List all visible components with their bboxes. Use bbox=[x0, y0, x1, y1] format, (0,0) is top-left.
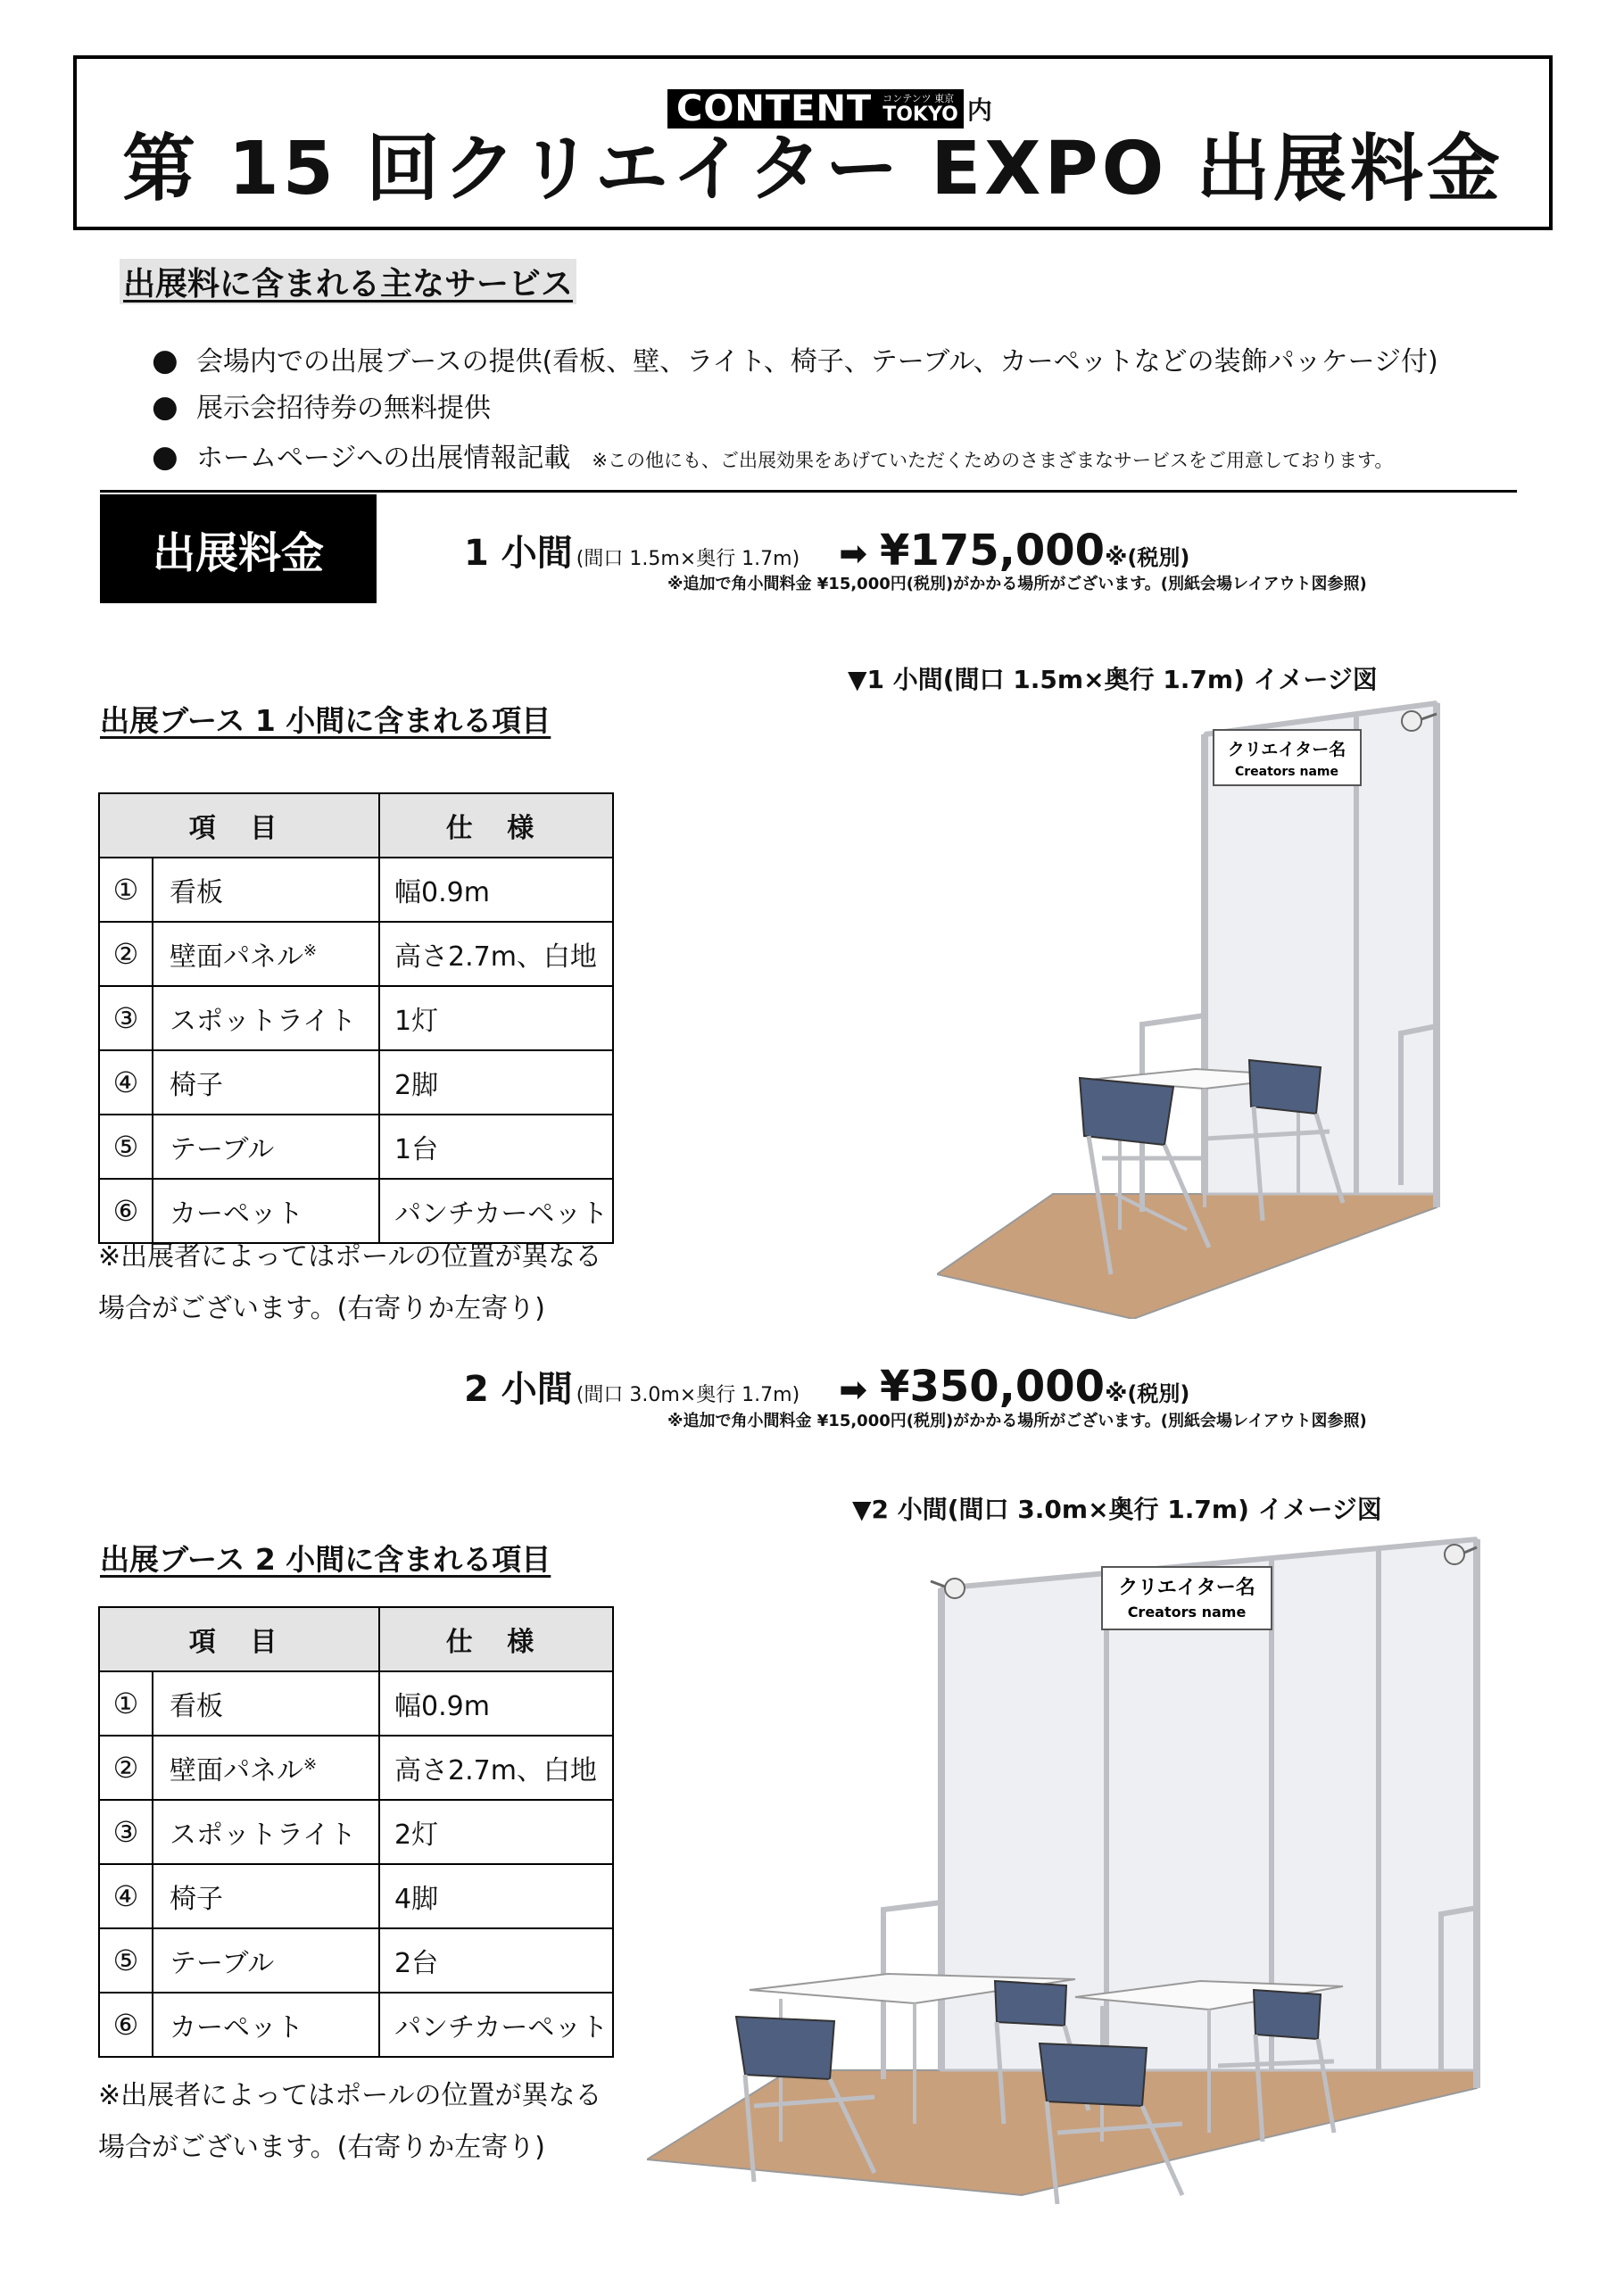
price-size: 2 小間 bbox=[464, 1369, 573, 1410]
sign-board bbox=[1102, 1567, 1272, 1629]
row-item: 椅子 bbox=[153, 1864, 379, 1928]
table-row bbox=[99, 1800, 613, 1864]
footnote-line: 場合がございます。(右寄りか左寄り) bbox=[98, 2132, 546, 2163]
table-header-row bbox=[99, 793, 613, 858]
page-title: 第 15 回クリエイター EXPO 出展料金 bbox=[122, 127, 1504, 211]
row-number: ② bbox=[99, 922, 153, 986]
spotlight-icon bbox=[931, 1579, 965, 1598]
row-number: ② bbox=[99, 1736, 153, 1800]
row-number: ① bbox=[99, 858, 153, 922]
column-header-spec: 仕 様 bbox=[379, 1607, 613, 1671]
row-spec: 1灯 bbox=[379, 986, 613, 1050]
row-item: 椅子 bbox=[153, 1050, 379, 1115]
row-item: カーペット bbox=[153, 1179, 379, 1243]
row-number: ⑤ bbox=[99, 1115, 153, 1179]
row-item-text: 壁面パネル bbox=[170, 941, 303, 973]
row-item-text: 壁面パネル bbox=[170, 1755, 303, 1786]
row-spec: 2台 bbox=[379, 1928, 613, 1993]
table2-footnote bbox=[98, 2070, 602, 2174]
row-item: スポットライト bbox=[153, 1800, 379, 1864]
row-spec: 2脚 bbox=[379, 1050, 613, 1115]
service-text: 会場内での出展ブースの提供(看板、壁、ライト、椅子、テーブル、カーペットなどの装飾パッケージ付) bbox=[196, 346, 1438, 377]
column-header-spec: 仕 様 bbox=[379, 793, 613, 858]
price-note: ※追加で角小間料金 ¥15,000円(税別)がかかる場所がございます。(別紙会場レイアウト図参照) bbox=[667, 1412, 1367, 1430]
row-item bbox=[153, 1736, 379, 1800]
row-spec: 高さ2.7m、白地 bbox=[379, 922, 613, 986]
price-size: 1 小間 bbox=[464, 533, 573, 574]
logo-suffix: 内 bbox=[966, 95, 992, 125]
row-spec: パンチカーペット bbox=[379, 1993, 613, 2057]
service-text: 展示会招待券の無料提供 bbox=[196, 393, 491, 424]
spec-table-2 bbox=[98, 1606, 614, 2058]
row-item: カーペット bbox=[153, 1993, 379, 2057]
arrow-right-icon: ➡ bbox=[839, 534, 868, 573]
table-row bbox=[99, 1928, 613, 1993]
price-tax: (税別) bbox=[1127, 1381, 1190, 1406]
bullet-icon: ● bbox=[152, 389, 178, 425]
row-spec: 幅0.9m bbox=[379, 1671, 613, 1736]
booth-1-illustration bbox=[937, 694, 1463, 1319]
content-tokyo-logo bbox=[667, 89, 992, 128]
row-number: ③ bbox=[99, 986, 153, 1050]
logo-word: CONTENT bbox=[667, 89, 881, 128]
service-item bbox=[152, 339, 1438, 378]
row-number: ④ bbox=[99, 1864, 153, 1928]
table-row bbox=[99, 1736, 613, 1800]
sign-board bbox=[1214, 730, 1361, 785]
service-note: ※この他にも、ご出展効果をあげていただくためのさまざまなサービスをご用意しております。 bbox=[592, 450, 1394, 471]
price-kome: ※ bbox=[1105, 544, 1128, 571]
row-spec: 2灯 bbox=[379, 1800, 613, 1864]
kome-mark: ※ bbox=[303, 1755, 318, 1774]
row-item bbox=[153, 922, 379, 986]
table1-footnote bbox=[98, 1231, 602, 1335]
row-item: 看板 bbox=[153, 858, 379, 922]
carpet bbox=[937, 1194, 1437, 1319]
price-dims: (間口 3.0m×奥行 1.7m) bbox=[576, 1384, 800, 1406]
row-item: テーブル bbox=[153, 1115, 379, 1179]
logo-sub bbox=[881, 89, 964, 128]
table-row bbox=[99, 922, 613, 986]
price-tax: (税別) bbox=[1127, 545, 1190, 570]
row-number: ③ bbox=[99, 1800, 153, 1864]
price-amount: ¥175,000 bbox=[880, 526, 1106, 576]
row-spec: 1台 bbox=[379, 1115, 613, 1179]
column-header-item: 項 目 bbox=[99, 1607, 379, 1671]
price-line-1 bbox=[464, 525, 1189, 576]
table-row bbox=[99, 1993, 613, 2057]
bullet-icon: ● bbox=[152, 343, 178, 378]
booth-2-illustration bbox=[647, 1517, 1495, 2213]
table-header-row bbox=[99, 1607, 613, 1671]
logo-kana: コンテンツ 東京 bbox=[882, 92, 955, 104]
price-badge: 出展料金 bbox=[100, 494, 377, 603]
row-spec: 幅0.9m bbox=[379, 858, 613, 922]
column-header-item: 項 目 bbox=[99, 793, 379, 858]
service-item bbox=[152, 385, 491, 425]
footnote-line: ※出展者によってはポールの位置が異なる bbox=[98, 1241, 602, 1272]
row-item: スポットライト bbox=[153, 986, 379, 1050]
section-divider bbox=[100, 490, 1517, 493]
row-item: テーブル bbox=[153, 1928, 379, 1993]
row-number: ⑥ bbox=[99, 1993, 153, 2057]
spec-table-1 bbox=[98, 792, 614, 1244]
price-amount: ¥350,000 bbox=[880, 1362, 1106, 1412]
footnote-line: ※出展者によってはポールの位置が異なる bbox=[98, 2080, 602, 2111]
sign-text-en: Creators name bbox=[1127, 1604, 1247, 1620]
row-spec: 高さ2.7m、白地 bbox=[379, 1736, 613, 1800]
table1-heading: 出展ブース 1 小間に含まれる項目 bbox=[100, 703, 551, 738]
price-dims: (間口 1.5m×奥行 1.7m) bbox=[576, 548, 800, 570]
row-number: ④ bbox=[99, 1050, 153, 1115]
price-note: ※追加で角小間料金 ¥15,000円(税別)がかかる場所がございます。(別紙会場レイアウト図参照) bbox=[667, 575, 1367, 593]
table-row bbox=[99, 1115, 613, 1179]
sign-text-ja: クリエイター名 bbox=[1227, 740, 1346, 759]
image-caption: ▼2 小間(間口 3.0m×奥行 1.7m) イメージ図 bbox=[852, 1495, 1382, 1524]
table-row bbox=[99, 986, 613, 1050]
bullet-icon: ● bbox=[152, 439, 178, 475]
footnote-line: 場合がございます。(右寄りか左寄り) bbox=[98, 1293, 546, 1324]
table-row bbox=[99, 1671, 613, 1736]
table2-heading: 出展ブース 2 小間に含まれる項目 bbox=[100, 1542, 551, 1577]
price-kome: ※ bbox=[1105, 1380, 1128, 1407]
table-row bbox=[99, 1050, 613, 1115]
row-item: 看板 bbox=[153, 1671, 379, 1736]
row-number: ① bbox=[99, 1671, 153, 1736]
services-heading: 出展料に含まれる主なサービス bbox=[120, 259, 576, 304]
table-row bbox=[99, 858, 613, 922]
arrow-right-icon: ➡ bbox=[839, 1370, 868, 1409]
row-spec: 4脚 bbox=[379, 1864, 613, 1928]
sign-text-en: Creators name bbox=[1234, 765, 1339, 779]
row-number: ⑤ bbox=[99, 1928, 153, 1993]
price-line-2 bbox=[464, 1361, 1189, 1412]
table-row bbox=[99, 1864, 613, 1928]
image-caption: ▼1 小間(間口 1.5m×奥行 1.7m) イメージ図 bbox=[848, 665, 1378, 694]
logo-tokyo: TOKYO bbox=[882, 103, 958, 126]
service-text: ホームページへの出展情報記載 bbox=[196, 443, 571, 474]
service-item bbox=[152, 435, 1393, 475]
kome-mark: ※ bbox=[303, 941, 318, 960]
sign-text-ja: クリエイター名 bbox=[1118, 1577, 1255, 1599]
row-number: ⑥ bbox=[99, 1179, 153, 1243]
row-spec: パンチカーペット bbox=[379, 1179, 613, 1243]
